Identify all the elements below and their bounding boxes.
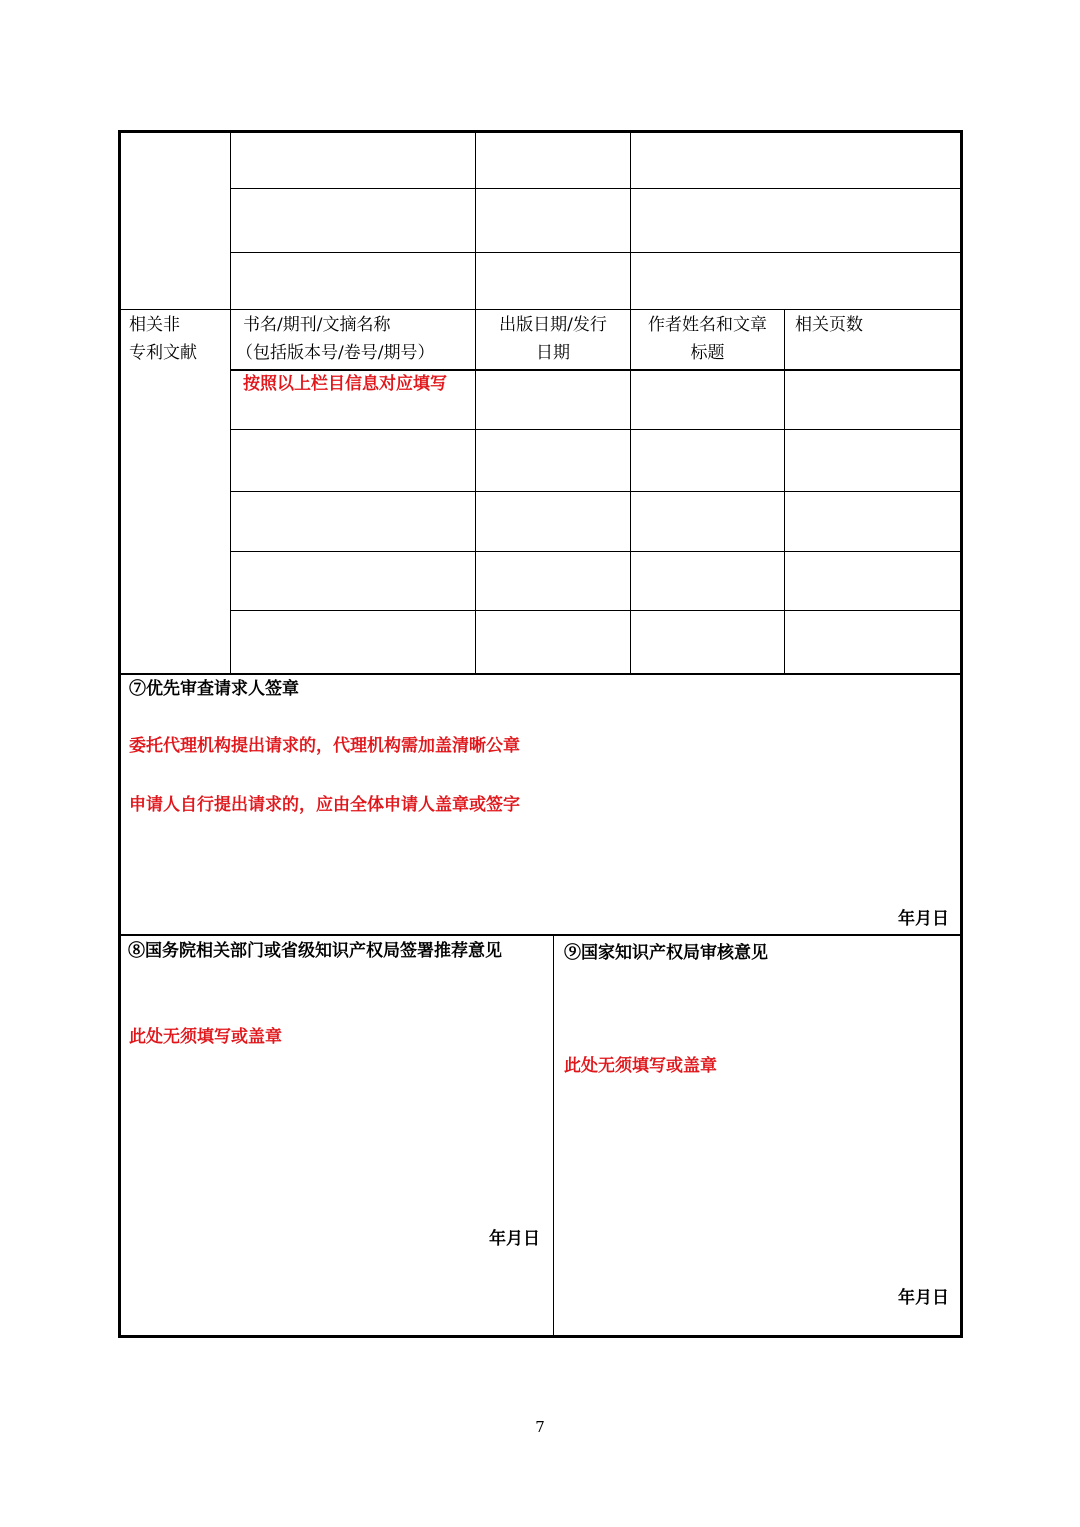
section-divider — [119, 934, 962, 936]
row-divider — [231, 491, 962, 492]
column-header-date-line2: 日期 — [536, 343, 570, 363]
section7-note-agency: 委托代理机构提出请求的，代理机构需加盖清晰公章 — [129, 736, 520, 756]
section-divider — [553, 935, 554, 1337]
section7-note-applicant: 申请人自行提出请求的，应由全体申请人盖章或签字 — [129, 795, 520, 815]
column-divider — [630, 131, 631, 674]
section8-date: 年月日 — [489, 1229, 540, 1249]
column-header-author-line2: 标题 — [690, 343, 725, 363]
section7-date: 年月日 — [898, 909, 949, 929]
section7-title: ⑦优先审查请求人签章 — [129, 679, 299, 699]
column-header-title-line1: 书名/期刊/文摘名称 — [243, 315, 391, 335]
nonpatent-label-line2: 专利文献 — [129, 343, 197, 363]
fill-hint: 按照以上栏目信息对应填写 — [243, 374, 447, 394]
column-header-author-line1: 作者姓名和文章 — [648, 315, 767, 335]
row-divider — [231, 188, 962, 189]
column-header-title-line2: （包括版本号/卷号/期号） — [236, 343, 435, 363]
page-number: 7 — [535, 1418, 545, 1436]
row-divider — [231, 429, 962, 430]
row-divider — [119, 309, 962, 310]
section8-title: ⑧国务院相关部门或省级知识产权局签署推荐意见 — [128, 941, 502, 961]
section9-note: 此处无须填写或盖章 — [564, 1056, 717, 1076]
row-divider — [231, 252, 962, 253]
label-column-divider — [230, 131, 231, 674]
section9-title: ⑨国家知识产权局审核意见 — [564, 943, 768, 963]
nonpatent-label-line1: 相关非 — [129, 315, 180, 335]
row-divider — [231, 551, 962, 552]
column-header-pages: 相关页数 — [795, 315, 863, 335]
column-header-date-line1: 出版日期/发行 — [499, 315, 607, 335]
section9-date: 年月日 — [898, 1288, 949, 1308]
section8-note: 此处无须填写或盖章 — [129, 1027, 282, 1047]
row-divider — [231, 610, 962, 611]
column-divider — [475, 131, 476, 674]
